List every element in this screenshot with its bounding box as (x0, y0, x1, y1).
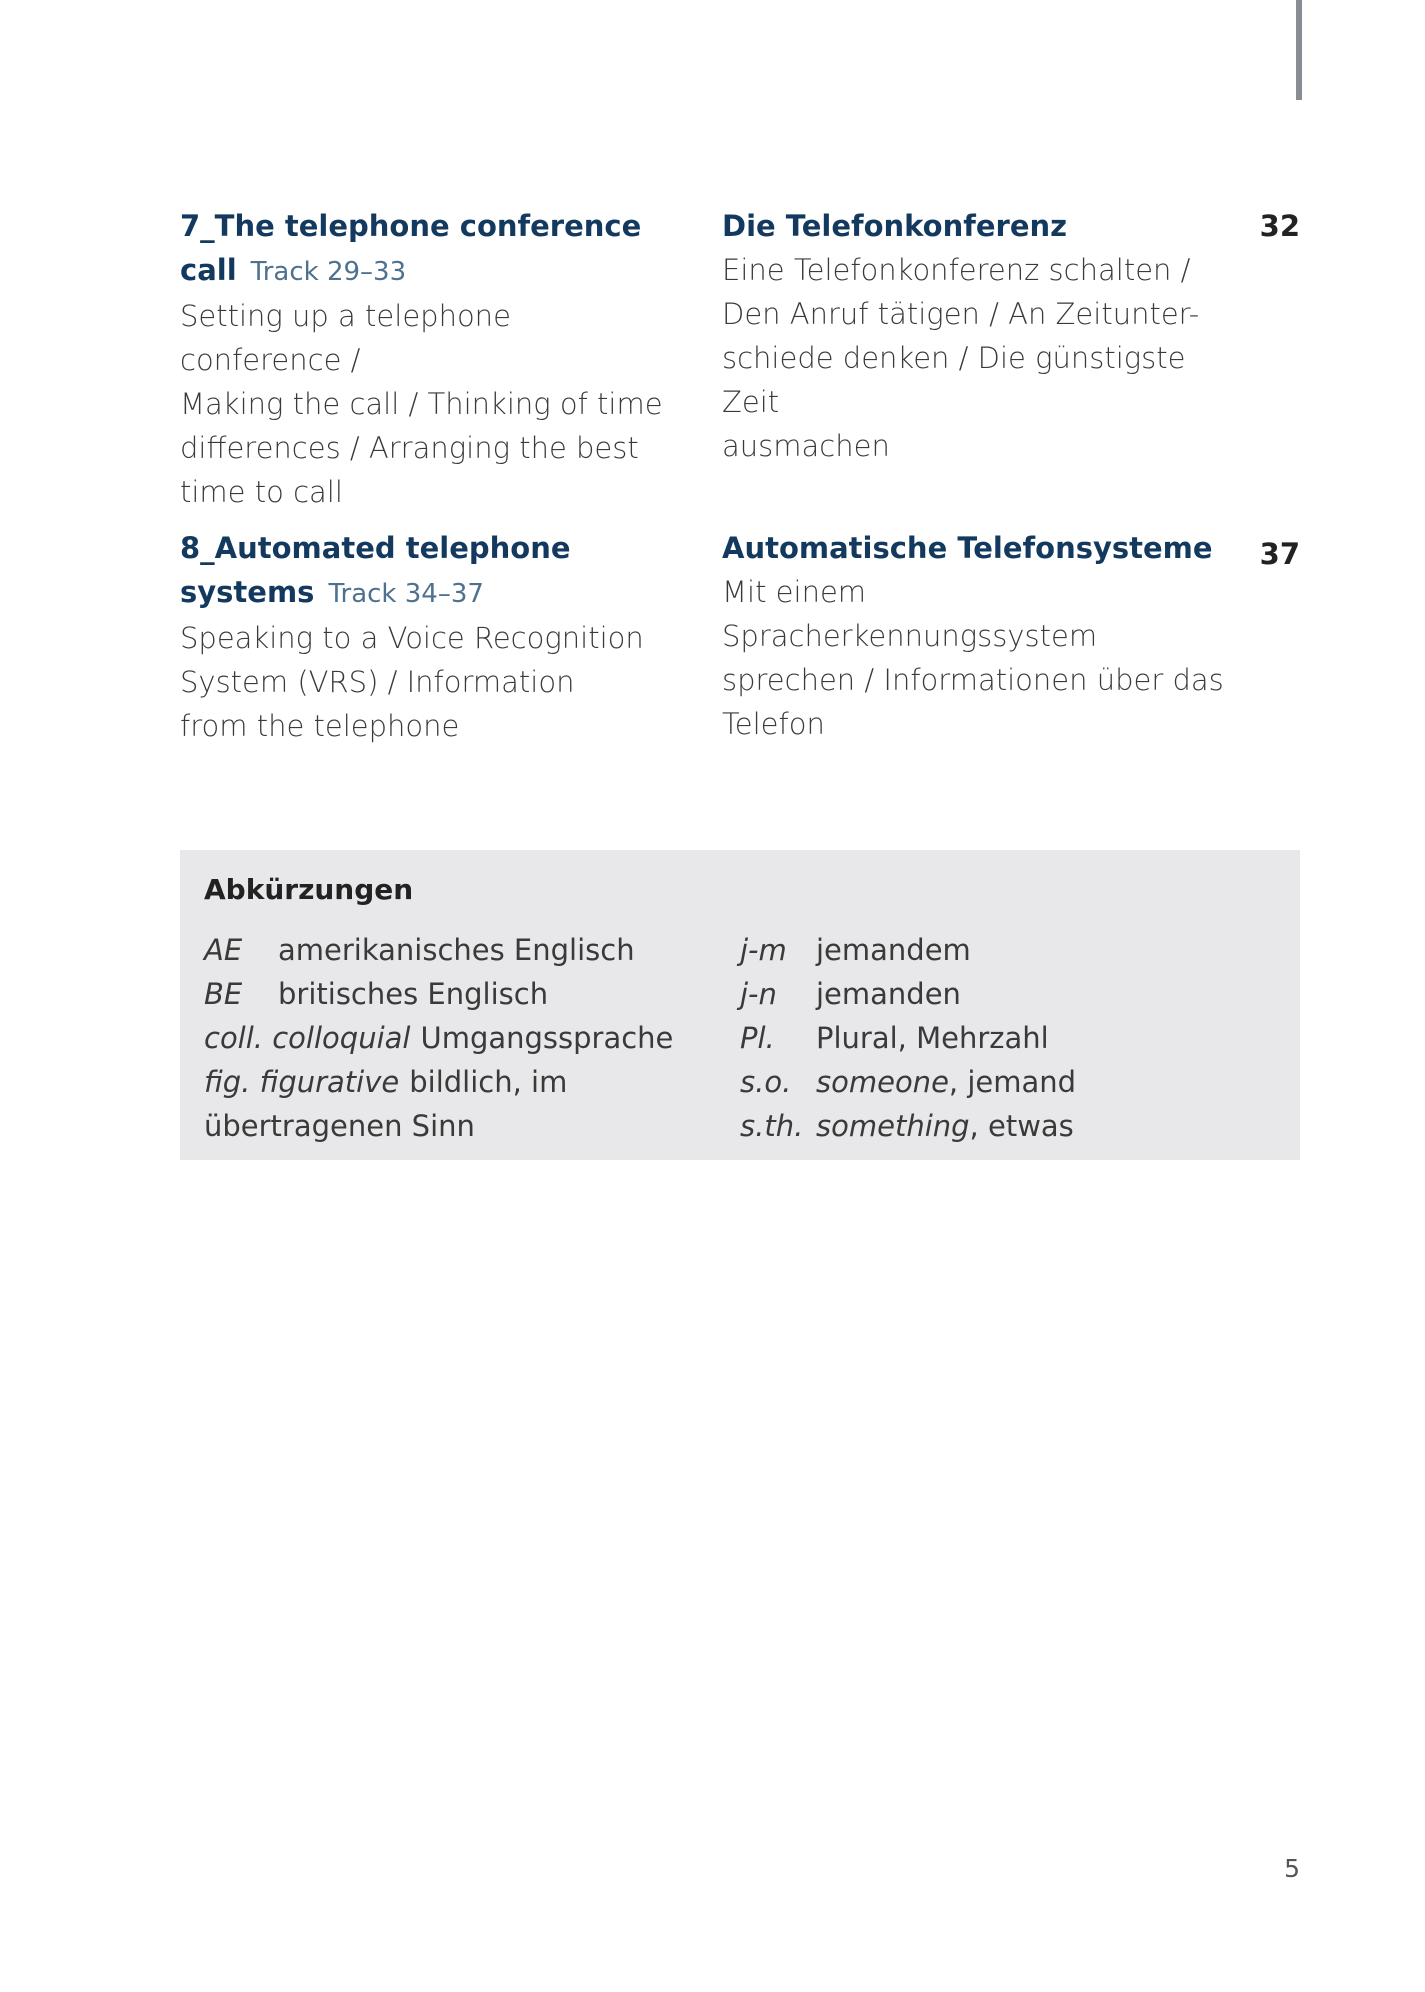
abbr-value: , etwas (969, 1109, 1074, 1143)
abbr-row (740, 928, 1280, 972)
entry-desc-de-line: Eine Telefonkonferenz schalten / (722, 253, 1191, 287)
abbr-row (740, 1104, 1280, 1148)
abbr-row (204, 972, 724, 1016)
entry-desc-de-line: schiede denken / Die günstigste Zeit (722, 341, 1186, 419)
abbreviations-right-list (740, 928, 1280, 1148)
entry-desc-de-line: ausmachen (722, 429, 890, 463)
entry-german-column (722, 204, 1242, 468)
abbr-value: , jemand (948, 1065, 1077, 1099)
abbr-value: britisches Englisch (278, 977, 549, 1011)
abbr-value: übertragenen Sinn (204, 1109, 475, 1143)
edge-marker (1296, 0, 1302, 100)
abbr-value: bildlich, im (409, 1065, 568, 1099)
abbr-row (204, 1016, 724, 1060)
folio-page-number: 5 (1284, 1854, 1300, 1883)
abbr-value: jemandem (816, 933, 971, 967)
abbr-value-english: something (816, 1109, 970, 1143)
entry-english-column (180, 204, 680, 514)
entry-desc-line: from the telephone (180, 709, 460, 743)
entry-desc-line: System (VRS) / Information (180, 665, 575, 699)
toc-entry-8[interactable] (180, 526, 1300, 786)
entry-english-column (180, 526, 680, 748)
abbr-value: amerikanisches Englisch (278, 933, 635, 967)
abbr-value: Plural, Mehrzahl (816, 1021, 1049, 1055)
abbr-key: j-m (740, 933, 787, 967)
abbr-row (204, 1060, 724, 1104)
abbr-row (204, 928, 724, 972)
track-label: Track 34–37 (328, 579, 484, 609)
entry-title-de: Automatische Telefonsysteme (722, 531, 1213, 565)
abbreviations-heading: Abkürzungen (204, 873, 414, 906)
abbr-row (204, 1104, 724, 1148)
entry-title-cont: call (180, 253, 237, 287)
abbr-key: j-n (740, 977, 777, 1011)
entry-desc-line: Speaking to a Voice Recognition (180, 621, 644, 655)
entry-title: 8_Automated telephone (180, 531, 571, 565)
abbr-key: s.o. (740, 1065, 792, 1099)
abbr-value-english: someone (816, 1065, 949, 1099)
abbreviations-box (180, 850, 1300, 1160)
abbr-key: coll. colloquial (204, 1021, 411, 1055)
entry-desc-de-line: Den Anruf tätigen / An Zeitunter- (722, 297, 1200, 331)
abbr-value: Umgangssprache (420, 1021, 674, 1055)
abbr-row (740, 972, 1280, 1016)
abbr-key: BE (204, 977, 243, 1011)
entry-desc-line: Making the call / Thinking of time (180, 387, 663, 421)
entry-desc-line: Setting up a telephone conference / (180, 299, 511, 377)
entry-desc-de-line: sprechen / Informationen über das (722, 663, 1224, 697)
entry-title-de: Die Telefonkonferenz (722, 209, 1068, 243)
page-number: 37 (1259, 537, 1300, 571)
page-number: 32 (1259, 209, 1300, 243)
abbr-key: s.th. (740, 1109, 804, 1143)
abbr-key: AE (204, 933, 243, 967)
abbreviations-left-list (204, 928, 724, 1148)
entry-desc-line: differences / Arranging the best (180, 431, 639, 465)
abbr-value: jemanden (816, 977, 961, 1011)
track-label: Track 29–33 (250, 257, 407, 287)
entry-desc-de-line: Mit einem Spracherkennungssystem (722, 575, 1098, 653)
entry-german-column (722, 526, 1242, 746)
entry-title: 7_The telephone conference (180, 209, 642, 243)
abbr-key: Pl. (740, 1021, 775, 1055)
abbr-key: fig. figurative (204, 1065, 400, 1099)
entry-title-cont: systems (180, 575, 315, 609)
abbr-row (740, 1060, 1280, 1104)
entry-desc-de-line: Telefon (722, 707, 825, 741)
abbr-row (740, 1016, 1280, 1060)
entry-desc-line: time to call (180, 475, 343, 509)
toc-entry-7[interactable] (180, 204, 1300, 509)
